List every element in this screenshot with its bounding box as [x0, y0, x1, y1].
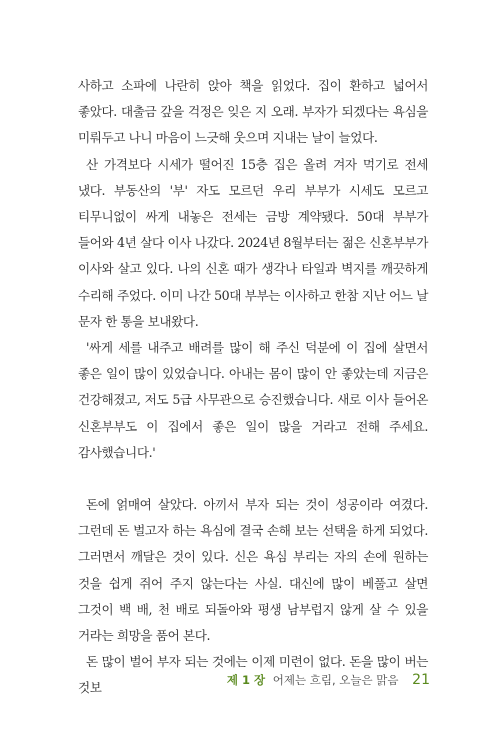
page-number: 21: [412, 672, 430, 688]
paragraph: 돈 많이 벌어 부자 되는 것에는 이제 미련이 없다. 돈을 많이 버는 것보: [78, 654, 428, 696]
paragraph: 산 가격보다 시세가 떨어진 15층 집은 올려 겨자 먹기로 전세 냈다. 부동산의 '부' 자도 모르던 우리 부부가 시세도 모르고 티무니없이 싸게 내놓은 전세는 금방 계약됐다. 50대 부부가 들어와 4년 살다 이사 나갔다. 2024년 8월부터는 젊은 신혼부부가 이사와 살고 있다. 나의 신혼 때가 생각나 타일과 벽지를 깨끗하게 수리해 주었다. 이미 나간 50대 부부는 이사하고 한참 지난 어느 날 문자 한 통을 보내왔다.: [78, 156, 428, 329]
chapter-title: 어제는 흐림, 오늘은 맑음: [272, 673, 399, 687]
paragraph: 돈에 얽매여 살았다. 아끼서 부자 되는 것이 성공이라 여겼다. 그런데 돈 벌고자 하는 욕심에 결국 손해 보는 선택을 하게 되었다. 그러면서 깨달은 것이 있다. 신은 욕심 부리는 자의 손에 원하는 것을 쉽게 쥐어 주지 않는다는 사실. 대신에 많이 베풀고 살면 그것이 백 배, 천 배로 되돌아와 평생 남부럽지 않게 살 수 있을 거라는 희망을 품어 본다.: [78, 497, 428, 644]
chapter-label: 제 1 장: [226, 673, 266, 687]
page-footer: [0, 672, 430, 688]
paragraph: 사하고 소파에 나란히 앉아 책을 읽었다. 집이 환하고 넓어서 좋았다. 대출금 갚을 걱정은 잊은 지 오래. 부자가 되겠다는 욕심을 미뤄두고 나니 마음이 느긋해 웃으며 지내는 날이 늘었다.: [78, 78, 428, 146]
section-break: [78, 466, 428, 492]
quoted-message: '싸게 세를 내주고 배려를 많이 해 주신 덕분에 이 집에 살면서 좋은 일이 많이 있었습니다. 아내는 몸이 많이 안 좋았는데 지금은 건강해졌고, 저도 5급 사무관으로 승진했습니다. 새로 이사 들어온 신혼부부도 이 집에서 좋은 일이 많을 거라고 전해 주세요. 감사했습니다.': [78, 340, 428, 460]
body-text: [78, 73, 428, 702]
